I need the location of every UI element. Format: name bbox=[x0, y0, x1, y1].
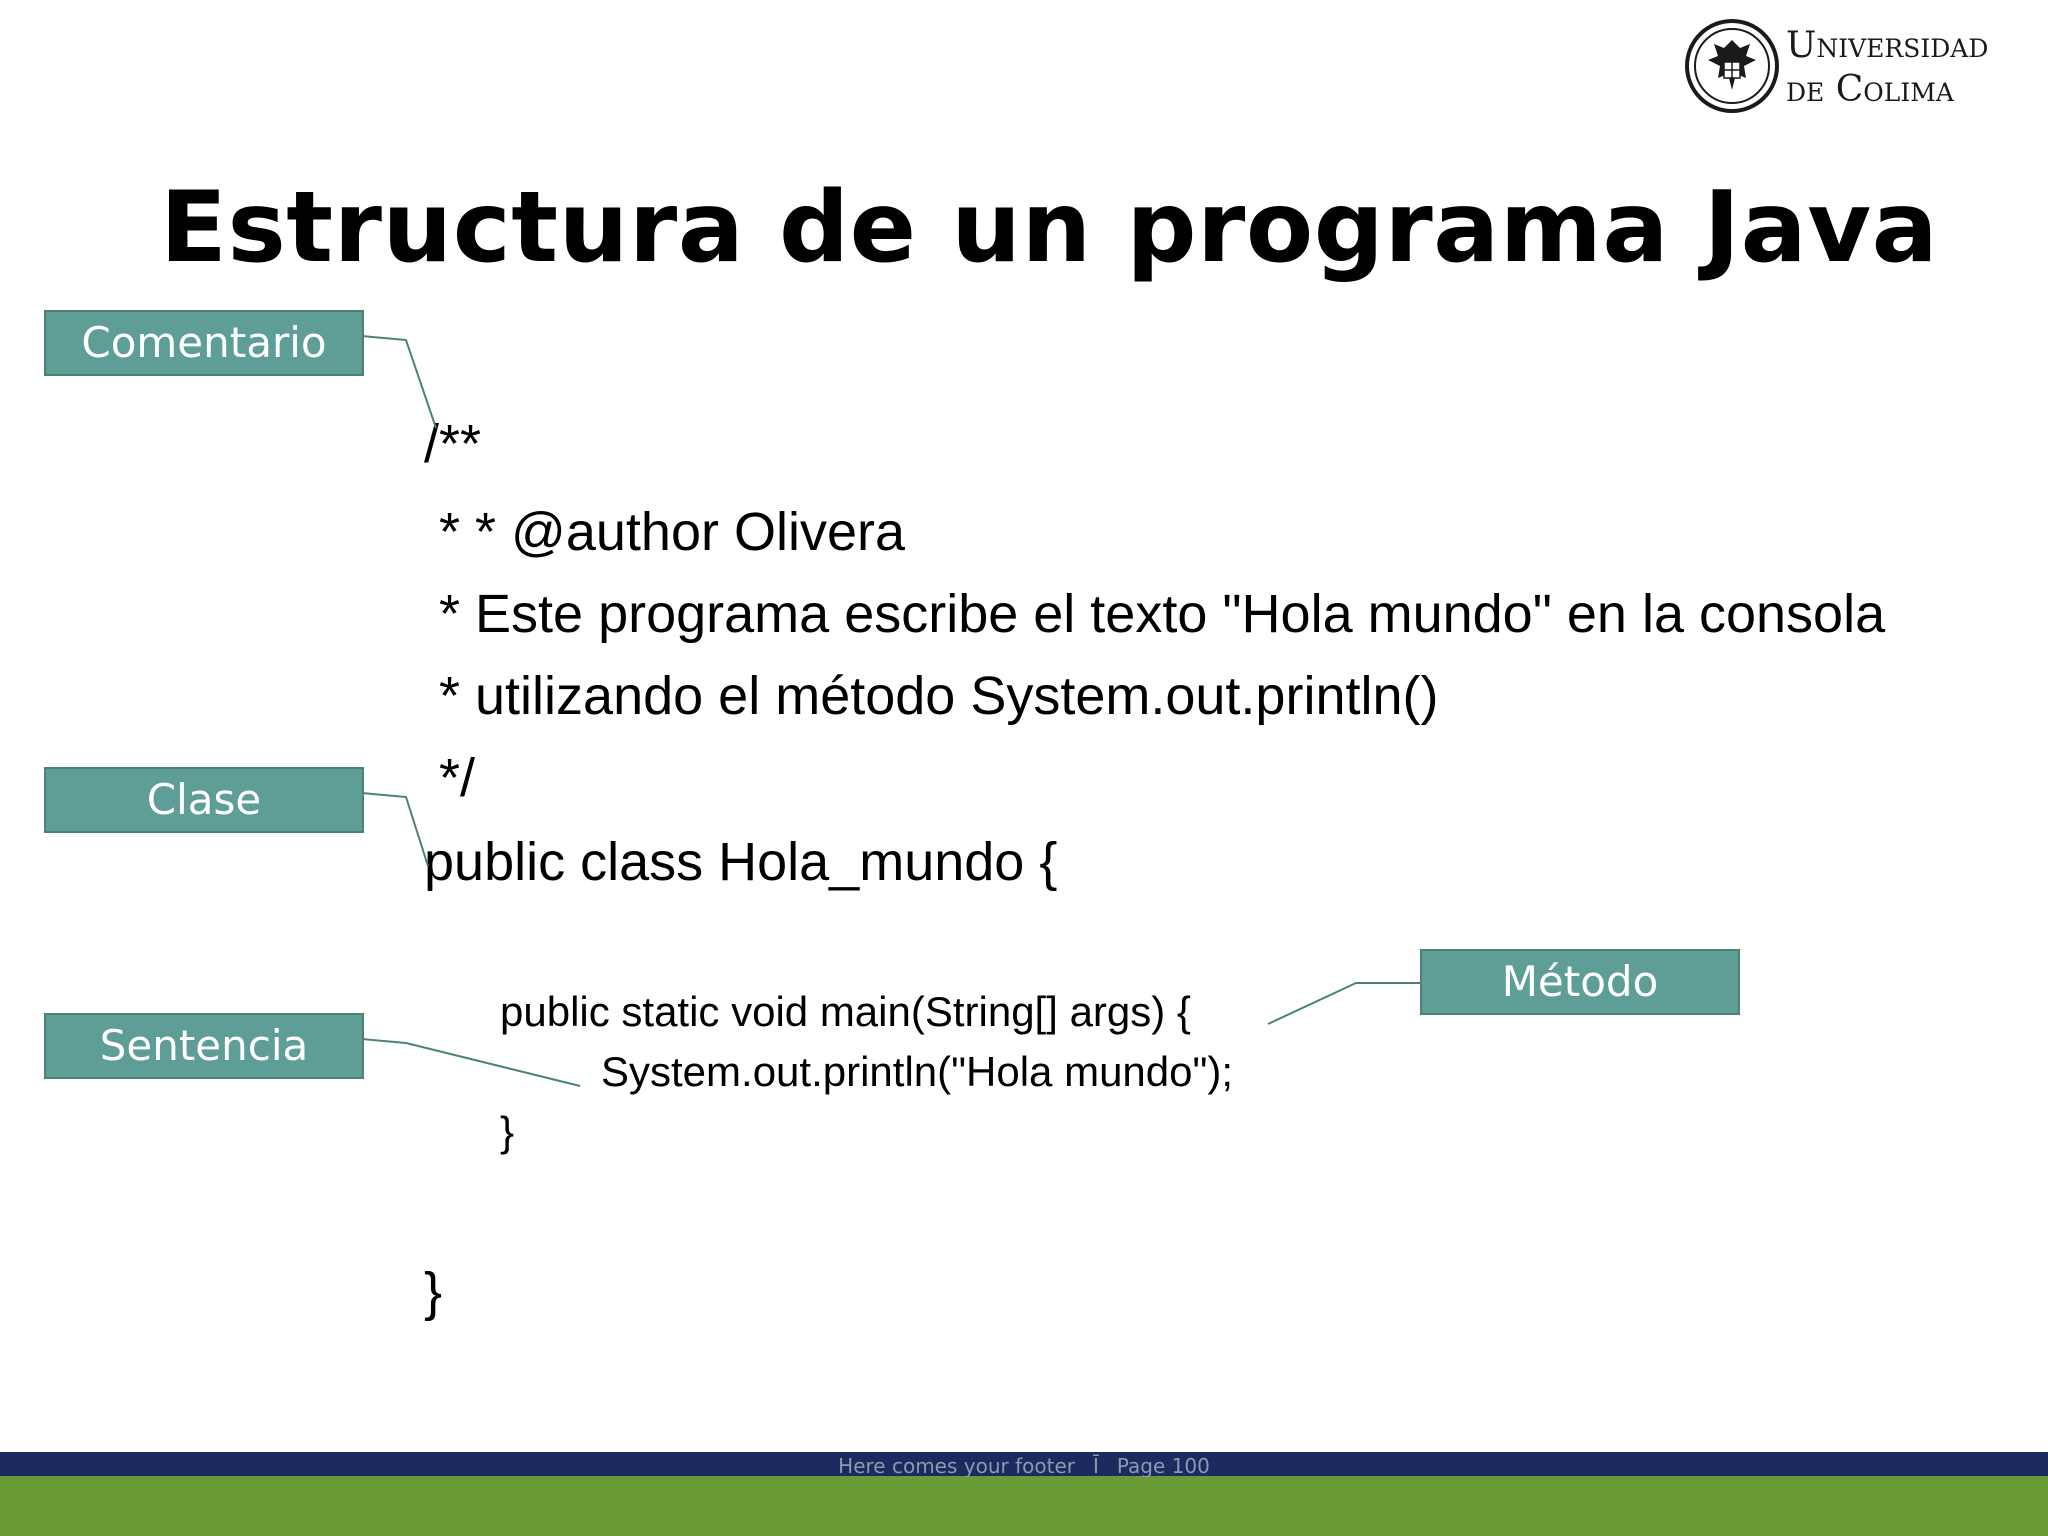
code-line-comment-open: /** bbox=[424, 414, 482, 474]
university-seal-icon bbox=[1684, 16, 1780, 116]
code-line-class-declaration: public class Hola_mundo { bbox=[424, 832, 1058, 892]
connector-sentencia bbox=[362, 1039, 580, 1086]
universidad-de-colima-logo bbox=[1684, 16, 2004, 120]
callout-clase: Clase bbox=[44, 767, 364, 833]
logo-wordmark bbox=[1786, 24, 1988, 112]
footer-text: Here comes your footer bbox=[838, 1454, 1075, 1478]
callout-metodo: Método bbox=[1420, 949, 1740, 1015]
code-line-description: * Este programa escribe el texto "Hola mundo" en la consola bbox=[424, 584, 1886, 644]
code-line-method-close: } bbox=[500, 1108, 515, 1155]
code-line-author: * * @author Olivera bbox=[424, 502, 906, 562]
slide-title: Estructura de un programa Java bbox=[160, 171, 1939, 285]
connector-clase bbox=[362, 793, 428, 866]
footer-page-number: Page 100 bbox=[1116, 1454, 1210, 1478]
callout-sentencia: Sentencia bbox=[44, 1013, 364, 1079]
logo-line-1: Universidad bbox=[1786, 25, 1989, 66]
callout-comentario: Comentario bbox=[44, 310, 364, 376]
footer-separator: Ī bbox=[1092, 1454, 1099, 1478]
code-line-println-statement: System.out.println("Hola mundo"); bbox=[601, 1048, 1234, 1095]
footer bbox=[0, 1452, 2048, 1480]
logo-line-2: de Colima bbox=[1786, 69, 1954, 110]
connector-metodo bbox=[1268, 983, 1420, 1024]
code-line-class-close: } bbox=[424, 1262, 443, 1322]
code-line-comment-close: */ bbox=[424, 748, 476, 808]
code-line-main-method: public static void main(String[] args) { bbox=[500, 988, 1191, 1035]
footer-green-band bbox=[0, 1476, 2048, 1536]
code-line-method-note: * utilizando el método System.out.println() bbox=[424, 666, 1439, 726]
